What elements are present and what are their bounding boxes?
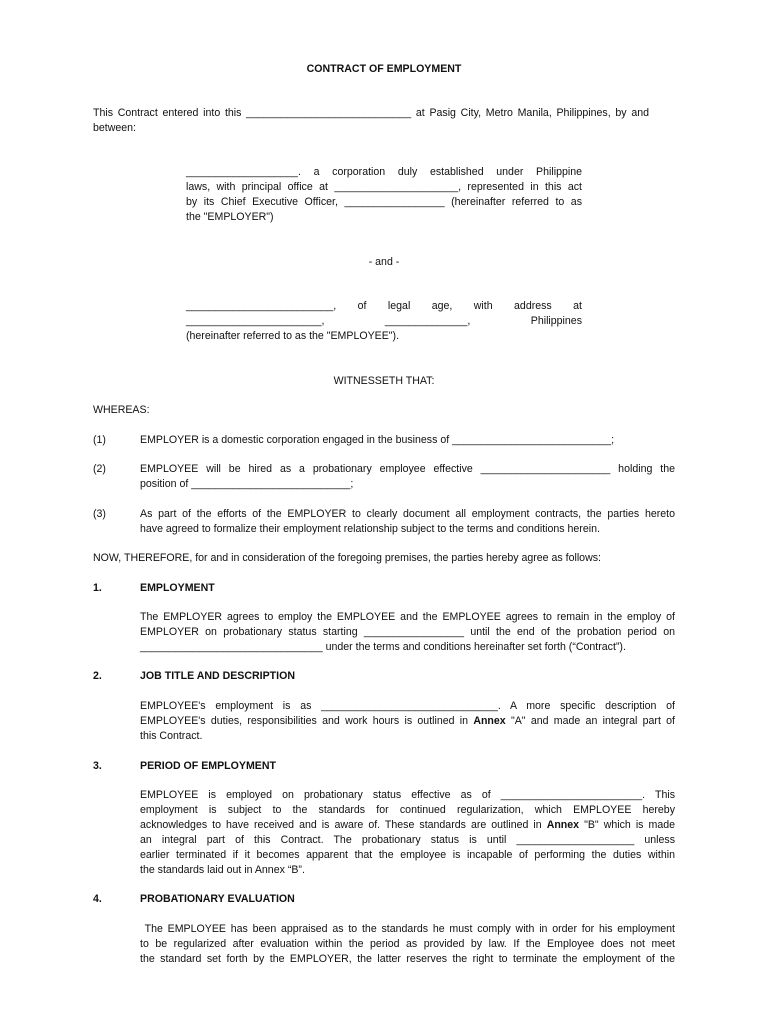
recital-line: EMPLOYER is a domestic corporation engaged in the business of ___________________________;	[140, 434, 615, 446]
section-line: EMPLOYEE's employment is as ______________________________. A more specific description of	[140, 700, 675, 712]
section-number: 4.	[93, 893, 102, 905]
section-line: The EMPLOYEE has been appraised as to the standards he must comply with in order for his employment	[140, 923, 675, 935]
recital-line: have agreed to formalize their employment relationship subject to the terms and conditions herein.	[140, 523, 600, 535]
recital-number: (3)	[93, 508, 106, 520]
annex-reference: Annex	[546, 819, 580, 831]
section-line: to be regularized after evaluation within the period as provided by law. If the Employee does not meet	[140, 938, 675, 950]
recital-line: EMPLOYEE will be hired as a probationary employee effective ______________________ holding the	[140, 463, 675, 475]
employer-line-3: by its Chief Executive Officer, _________________ (hereinafter referred to as	[186, 196, 582, 208]
section-line: _______________________________ under the terms and conditions hereinafter set forth (“Contract”).	[140, 641, 626, 653]
recital-number: (1)	[93, 434, 106, 446]
recital-number: (2)	[93, 463, 106, 475]
section-line: EMPLOYEE is employed on probationary status effective as of ________________________. This	[140, 789, 675, 801]
section-line: acknowledges to have received and is aware of. These standards are outlined in Annex "B" which is made	[140, 819, 675, 831]
section-line: the standard set forth by the EMPLOYER, the latter reserves the right to terminate the employment of the	[140, 953, 675, 965]
employee-line-2: _______________________, ______________, Philippines	[186, 315, 582, 327]
section-line: the standards laid out in Annex “B”.	[140, 864, 305, 876]
section-heading: JOB TITLE AND DESCRIPTION	[140, 670, 295, 682]
employer-line-1: ___________________. a corporation duly established under Philippine	[186, 166, 582, 178]
section-line: The EMPLOYER agrees to employ the EMPLOYEE and the EMPLOYEE agrees to remain in the employ of	[140, 611, 675, 623]
section-line: earlier terminated if it becomes apparent that the employee is incapable of performing the duties within	[140, 849, 675, 861]
section-number: 3.	[93, 760, 102, 772]
contract-title: CONTRACT OF EMPLOYMENT	[306, 63, 462, 75]
employee-line-3: (hereinafter referred to as the "EMPLOYEE").	[186, 330, 400, 342]
whereas-label: WHEREAS:	[93, 404, 150, 416]
annex-reference: Annex	[473, 715, 506, 727]
section-line: EMPLOYER on probationary status starting _________________ until the end of the probation period on	[140, 626, 675, 638]
section-number: 2.	[93, 670, 102, 682]
intro-line-2: between:	[93, 122, 136, 134]
intro-line-1: This Contract entered into this ____________________________ at Pasig City, Metro Manila, Philippines, by and	[93, 107, 649, 119]
section-line: an integral part of this Contract. The probationary status is until ____________________ unless	[140, 834, 675, 846]
section-heading: EMPLOYMENT	[140, 582, 215, 594]
section-line: employment is subject to the standards for continued regularization, which EMPLOYEE hereby	[140, 804, 675, 816]
section-line: EMPLOYEE's duties, responsibilities and work hours is outlined in Annex "A" and made an integral part of	[140, 715, 675, 727]
recital-line: As part of the efforts of the EMPLOYER to clearly document all employment contracts, the parties hereto	[140, 508, 675, 520]
employer-line-4: the "EMPLOYER")	[186, 211, 274, 223]
recital-line: position of ___________________________;	[140, 478, 354, 490]
now-therefore-clause: NOW, THEREFORE, for and in consideration of the foregoing premises, the parties hereby agree as follows:	[93, 552, 601, 564]
and-separator: - and -	[368, 256, 400, 268]
section-number: 1.	[93, 582, 102, 594]
employer-line-2: laws, with principal office at _____________________, represented in this act	[186, 181, 582, 193]
section-heading: PERIOD OF EMPLOYMENT	[140, 760, 276, 772]
witnesseth-heading: WITNESSETH THAT:	[333, 375, 435, 387]
section-line: this Contract.	[140, 730, 203, 742]
employee-line-1: _________________________, of legal age, with address at	[186, 300, 582, 312]
section-heading: PROBATIONARY EVALUATION	[140, 893, 295, 905]
